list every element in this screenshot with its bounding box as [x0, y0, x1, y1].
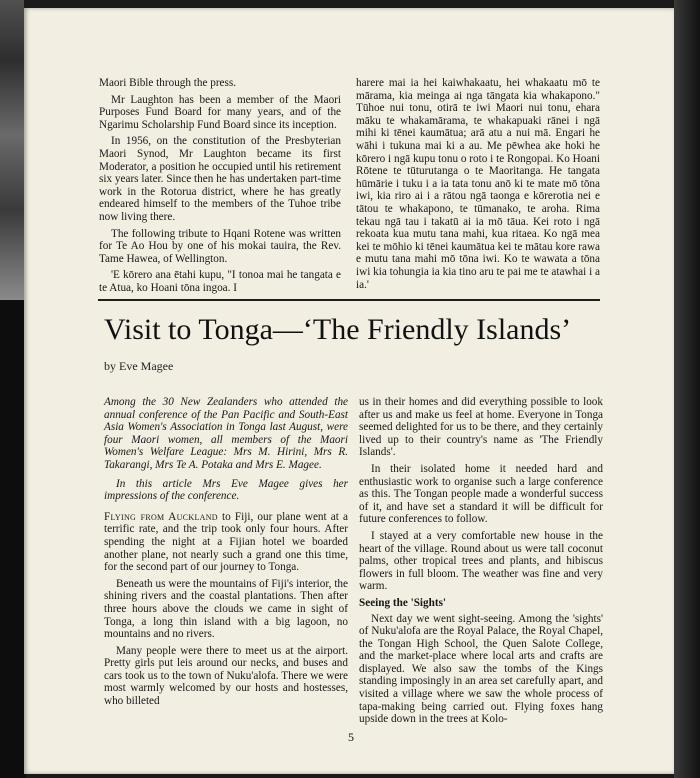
article-title: Visit to Tonga—‘The Friendly Islands’ [104, 313, 572, 346]
article-left-column [104, 396, 348, 712]
photo-fragment [0, 0, 24, 300]
article-right-column [359, 396, 603, 730]
paragraph: Maori Bible through the press. [99, 77, 237, 89]
paragraph: 'E kōrero ana ētahi kupu, "I tonoa mai he tangata e te Atua, ko Hoani tōna ingoa. I [99, 269, 341, 294]
top-left-column [99, 77, 341, 299]
lead-paragraph [104, 511, 348, 574]
page-edge [674, 0, 700, 778]
byline: by Eve Magee [104, 359, 174, 373]
paragraph: Many people were there to meet us at the airport. Pretty girls put leis around our necks, and buses and cars took us to the town of Nuku'alofa. There we were most warmly welcomed by our hosts and hostesses, who billeted [104, 644, 348, 708]
paragraph: Beneath us were the mountains of Fiji's interior, the shining rivers and the coastal plantations. Then after three hours above the clouds we came in sight of Tonga, a long thin island with a big lagoon, no mountains and no rivers. [104, 577, 348, 641]
page-number: 5 [348, 730, 354, 744]
paragraph: Next day we went sight-seeing. Among the 'sights' of Nuku'alofa are the Royal Palace, the Royal Chapel, the Tongan High School, the Quen Salote College, and the market-place where local arts and crafts are displayed. We also saw the tombs of the Kings standing imposingly in an area set carefully apart, and visited a village where we saw the whole process of tapa-making being carried out. Flying foxes hang upside down in the trees at Kolo- [359, 612, 603, 726]
paragraph: In 1956, on the constitution of the Presbyterian Maori Synod, Mr Laughton became its first Moderator, a position he occupied until his retirement six years later. Since then he has undertaken part-time work in the Rotorua district, where he has greatly endeared himself to the members of the Tuhoe tribe now living there. [99, 135, 341, 223]
paragraph: Mr Laughton has been a member of the Maori Purposes Fund Board for many years, and of the Ngarimu Scholarship Fund Board since its inception. [99, 93, 341, 131]
book-binding [0, 300, 26, 778]
intro-paragraph: In this article Mrs Eve Magee gives her impressions of the conference. [104, 477, 348, 503]
intro-paragraph: Among the 30 New Zealanders who attended the annual conference of the Pan Pacific and South-East Asia Women's Association in Tonga last August, were four Maori women, all members of the Maori Women's Welfare League: Mrs M. Hirini, Mrs R. Takarangi, Mrs Te A. Potaka and Mrs E. Magee. [104, 396, 348, 471]
top-right-column [356, 77, 600, 295]
paragraph: In their isolated home it needed hard and enthusiastic work to organise such a large conference as this. The Tongan people made a wonderful success of it, and have set a standard it will be difficult for future conferences to follow. [359, 462, 603, 526]
section-divider [98, 299, 600, 301]
magazine-page [24, 8, 674, 774]
lead-in-text: Flying from Auckland [104, 510, 218, 523]
lead-body-text: to Fiji, our plane went at a terrific rate, and the trip took only four hours. After spending the night at a Fijian hotel we boarded another plane, not nearly such a grand one this time, for the second part of our journey to Tonga. [104, 510, 348, 574]
section-subheading: Seeing the 'Sights' [359, 596, 447, 609]
paragraph: us in their homes and did everything possible to look after us and make us feel at home. Everyone in Tonga seemed delighted for us to be there, and they certainly lived up to their country's name as 'The Friendly Islands'. [359, 396, 603, 459]
paragraph: harere mai ia hei kaiwhakaatu, hei whakaatu mō te mārama, kia meinga ai nga tāngata kia whakapono." Tūhoe nui tonu, otirā te iwi Maori nui tonu, ehara māku te whakamārama, te whakapuaki rānei i ngā mihi ki tēnei kaumātua; arā atu a nui mā. Engari he wāhi i tukuna mai ki a au. Me pēwhea ake hoki he kōrero i ngā kupu tonu o roto i te Rongopai. Ko Hoani Rōtene te tūturutanga o te Maoritanga. He tangata hūmārie i tuku i a ia tata tonu anō ki te mate mō tōna iwi, kia riro ai i a rātou ngā taonga e kōrerotia nei e tātou te whakapono, te tūmanako, te aroha. Rima tekau ngā tau i takatū ai ia mō tāua. Kei roto i ngā rekoata kua mutu tana mahi, kua ritaea. Ko ngā mea kei te mōhio ki tēnei kaumātua kei te mātau kore rawa e mutu tana mahi mō tōna iwi. Ko te wawata a tōna iwi kia tohungia ia kia tino aru te pai me te atawhai i a ia.' [356, 77, 600, 291]
paragraph: I stayed at a very comfortable new house in the heart of the village. Round about us were tall coconut palms, other tropical trees and plants, and hibiscus flowers in full bloom. The weather was fine and very warm. [359, 529, 603, 593]
paragraph: The following tribute to Hqani Rotene was written for Te Ao Hou by one of his mokai tauira, the Rev. Tame Hawea, of Wellington. [99, 227, 341, 265]
